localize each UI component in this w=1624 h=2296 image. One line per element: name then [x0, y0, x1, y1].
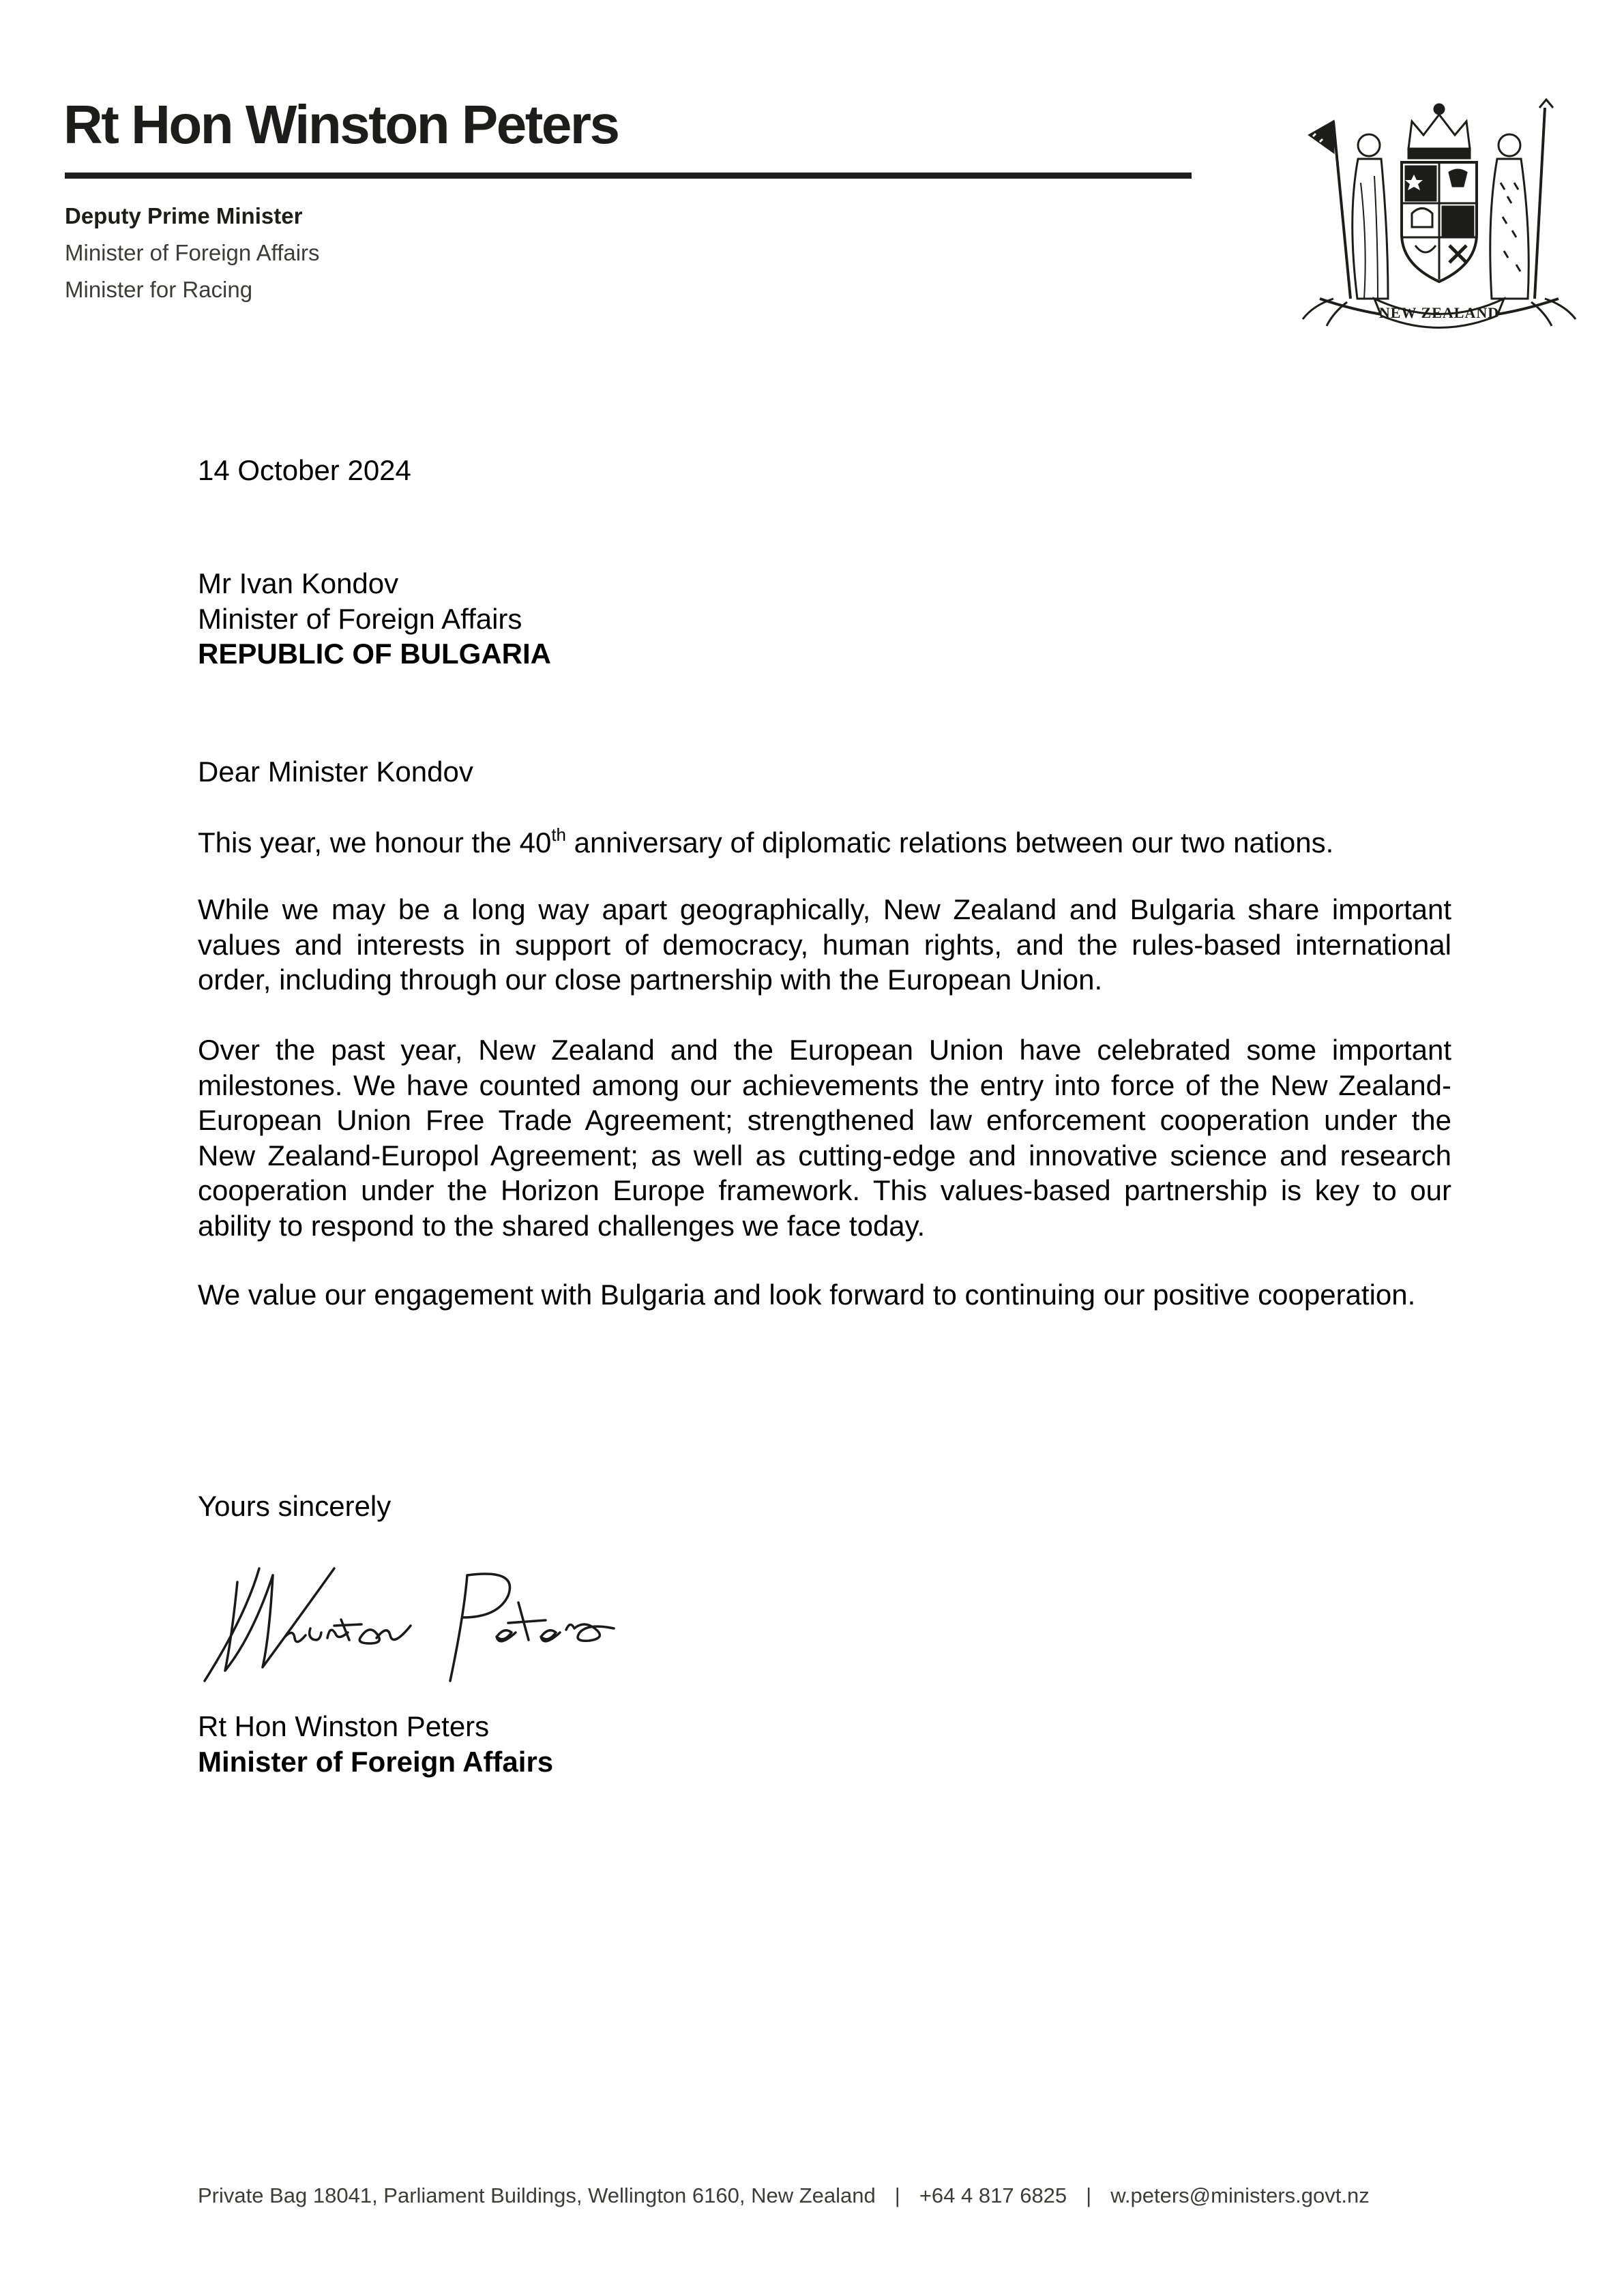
recipient-country: REPUBLIC OF BULGARIA: [198, 638, 551, 670]
signatory-title: Minister of Foreign Affairs: [198, 1745, 554, 1778]
letterhead-roles: [65, 198, 320, 308]
role-deputy-prime-minister: Deputy Prime Minister: [65, 203, 303, 228]
crest-banner-text: NEW ZEALAND: [1378, 304, 1500, 321]
recipient-title: Minister of Foreign Affairs: [198, 602, 522, 635]
paragraph-2: While we may be a long way apart geographically, New Zealand and Bulgaria share important values and interests in support of democracy, human rights, and the rules-based international order, including through our close partnership with the European Union.: [198, 893, 1451, 996]
recipient-name: Mr Ivan Kondov: [198, 567, 399, 599]
paragraph-1: [198, 825, 1451, 861]
signatory-name: Rt Hon Winston Peters: [198, 1710, 490, 1742]
footer-email[interactable]: w.peters@ministers.govt.nz: [1110, 2183, 1370, 2207]
salutation: Dear Minister Kondov: [198, 756, 473, 788]
ordinal-superscript: th: [551, 824, 567, 845]
letterhead-rule: [65, 173, 1192, 179]
recipient-address: [198, 566, 1451, 672]
paragraph-1-before: This year, we honour the 40: [198, 826, 552, 859]
footer-address: Private Bag 18041, Parliament Buildings, Wellington 6160, New Zealand: [198, 2183, 876, 2207]
paragraph-1-after: anniversary of diplomatic relations between our two nations.: [566, 826, 1334, 859]
footer: [198, 2182, 1426, 2209]
paragraph-3: Over the past year, New Zealand and the European Union have celebrated some important milestones. We have counted among our achievements the entry into force of the New Zealand-European Union Free Trade Agreement; strengthened law enforcement cooperation under the New Zealand-Europol Agreement; as well as cutting-edge and innovative science and research cooperation under the Horizon Europe framework. This values-based partnership is key to our ability to respond to the shared challenges we face today.: [198, 1034, 1451, 1242]
footer-phone: +64 4 817 6825: [919, 2183, 1067, 2207]
letterhead-name: Rt Hon Winston Peters: [63, 94, 619, 155]
paragraph-4: We value our engagement with Bulgaria and look forward to continuing our positive cooperation.: [198, 1279, 1416, 1311]
role-racing: Minister for Racing: [65, 277, 253, 302]
role-foreign-affairs: Minister of Foreign Affairs: [65, 240, 320, 265]
signatory-block: [198, 1709, 1451, 1779]
closing: Yours sincerely: [198, 1490, 392, 1522]
footer-separator: |: [1086, 2183, 1092, 2207]
footer-separator: |: [894, 2183, 900, 2207]
coat-of-arms-icon: [1293, 94, 1586, 336]
handwritten-signature: [198, 1555, 648, 1684]
letter-date: 14 October 2024: [198, 454, 411, 486]
